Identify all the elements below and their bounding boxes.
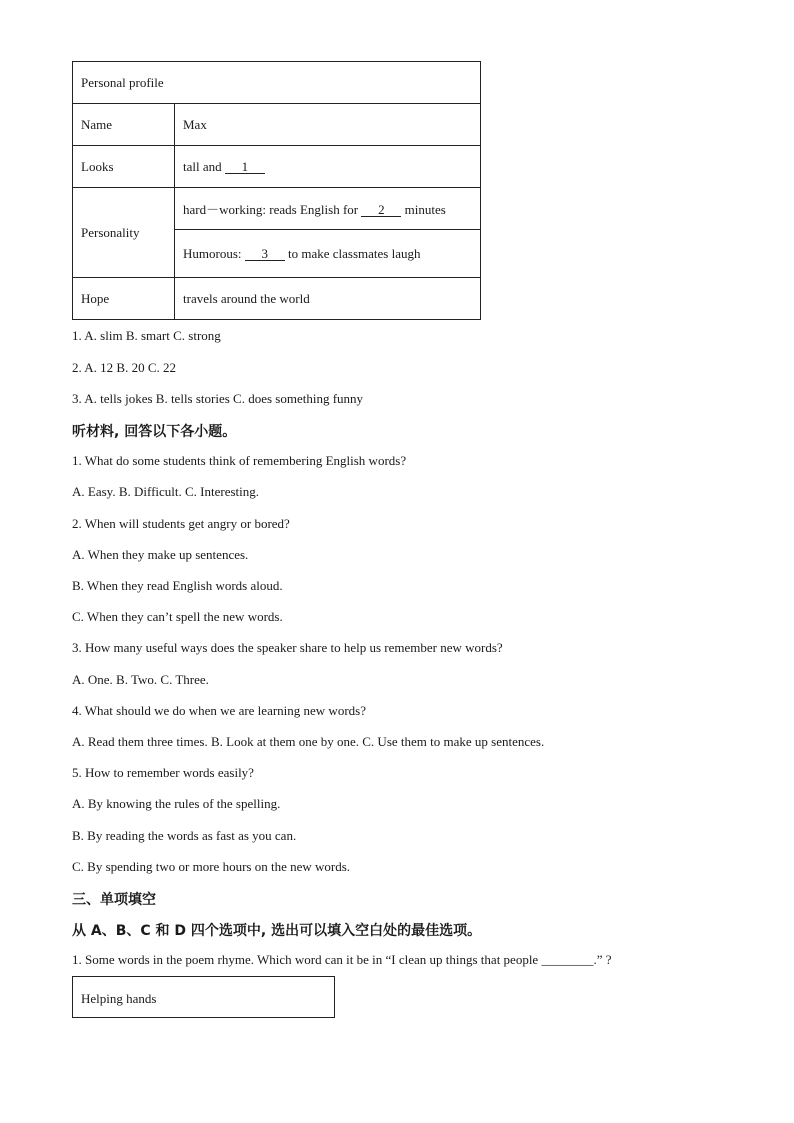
question-line: 2. When will students get angry or bored?	[72, 516, 290, 531]
personality-1-suffix: minutes	[404, 202, 446, 217]
part3-title: 三、单项填空	[72, 892, 156, 908]
looks-label: Looks	[73, 146, 175, 188]
personality-2-suffix: to make classmates laugh	[288, 245, 421, 261]
poem-box	[72, 976, 335, 1018]
question-line: C. By spending two or more hours on the new words.	[72, 859, 351, 874]
part3-question-1: 1. Some words in the poem rhyme. Which word can it be in “I clean up things that people ________.” ?	[72, 952, 612, 967]
blank-2: 2	[361, 203, 401, 217]
blank-1: 1	[225, 160, 265, 174]
hope-value: travels around the world	[175, 278, 481, 320]
section-heading: 听材料, 回答以下各小题。	[72, 424, 237, 440]
question-line: 3. How many useful ways does the speaker share to help us remember new words?	[72, 640, 503, 655]
personal-profile-table	[72, 61, 481, 320]
question-line: A. Easy. B. Difficult. C. Interesting.	[72, 484, 260, 499]
poem-box-title: Helping hands	[81, 991, 157, 1006]
option-line: 2. A. 12 B. 20 C. 22	[72, 360, 177, 375]
looks-cell	[175, 146, 481, 188]
hope-label: Hope	[73, 278, 175, 320]
personality-cell-2	[175, 230, 481, 278]
question-line: 4. What should we do when we are learning new words?	[72, 703, 366, 718]
personality-cell-1	[175, 188, 481, 230]
question-line: B. When they read English words aloud.	[72, 578, 283, 593]
question-line: A. Read them three times. B. Look at them one by one. C. Use them to make up sentences.	[72, 734, 545, 749]
option-line: 1. A. slim B. smart C. strong	[72, 328, 221, 343]
name-label: Name	[73, 104, 175, 146]
question-line: B. By reading the words as fast as you can.	[72, 828, 297, 843]
question-line: A. When they make up sentences.	[72, 547, 249, 562]
question-line: 5. How to remember words easily?	[72, 765, 254, 780]
question-line: A. One. B. Two. C. Three.	[72, 672, 209, 687]
looks-prefix: tall and	[183, 158, 222, 174]
question-line: 1. What do some students think of remembering English words?	[72, 453, 407, 468]
profile-title: Personal profile	[73, 62, 481, 104]
question-line: C. When they can’t spell the new words.	[72, 609, 283, 624]
personality-label: Personality	[73, 188, 175, 278]
personality-2-prefix: Humorous:	[183, 245, 242, 261]
name-value: Max	[175, 104, 481, 146]
personality-1-prefix: hard－working: reads English for	[183, 202, 359, 217]
blank-3: 3	[245, 247, 285, 261]
option-line: 3. A. tells jokes B. tells stories C. does something funny	[72, 391, 364, 406]
part3-instruction: 从 A、B、C 和 D 四个选项中, 选出可以填入空白处的最佳选项。	[72, 923, 482, 939]
question-line: A. By knowing the rules of the spelling.	[72, 796, 281, 811]
